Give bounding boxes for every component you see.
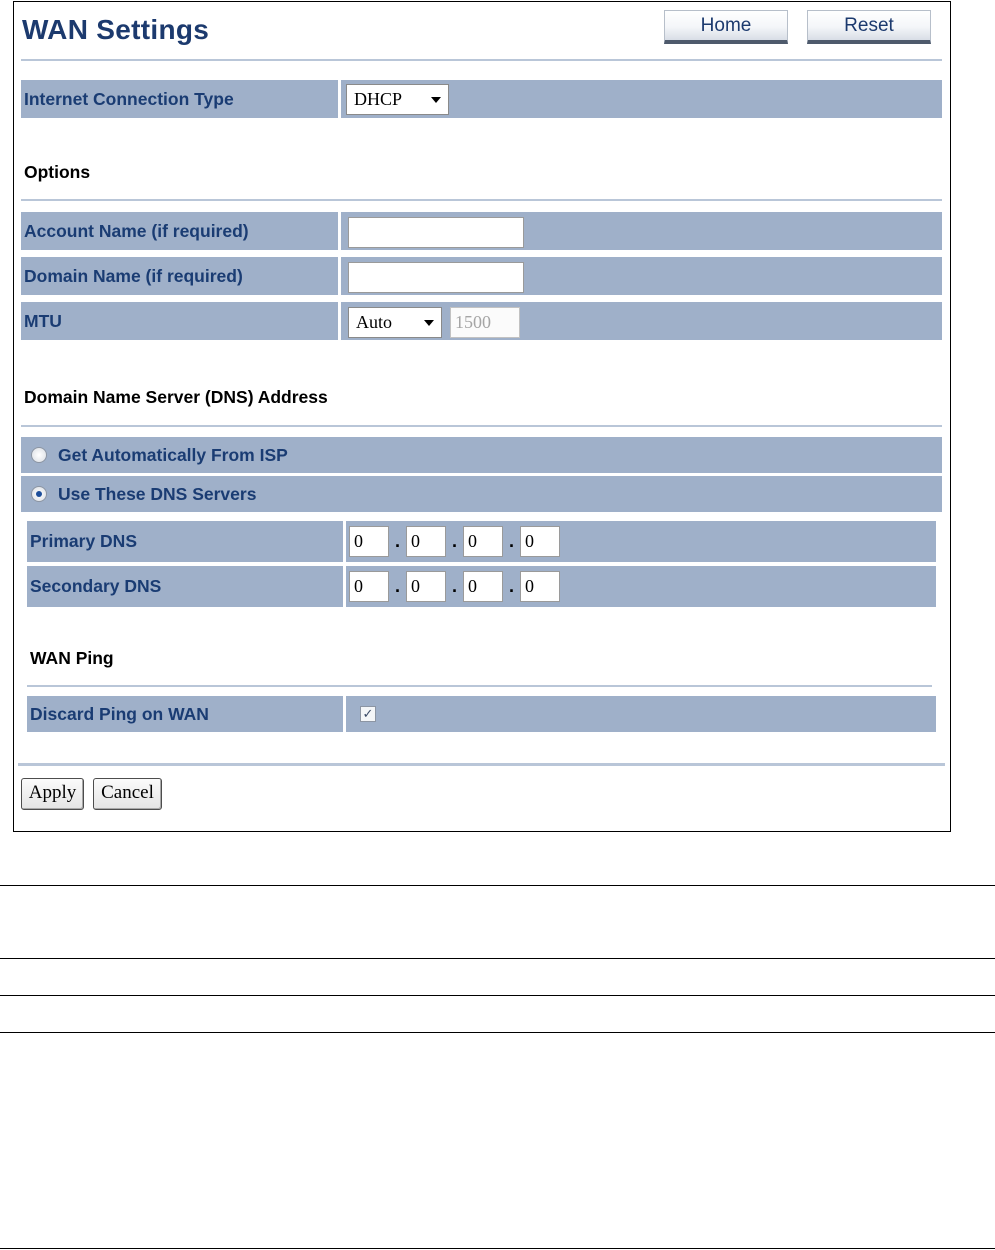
account-name-input[interactable] — [348, 217, 524, 248]
wan-ping-divider — [27, 685, 932, 687]
connection-type-value: DHCP — [354, 89, 403, 109]
ip-separator: . — [452, 531, 458, 551]
discard-ping-label: Discard Ping on WAN — [27, 696, 346, 732]
home-button[interactable]: Home — [664, 10, 788, 44]
domain-name-input[interactable] — [348, 262, 524, 293]
ip-separator: . — [395, 531, 401, 551]
dns-manual-label: Use These DNS Servers — [58, 484, 257, 504]
dns-auto-radio[interactable] — [31, 447, 47, 463]
dns-title: Domain Name Server (DNS) Address — [24, 387, 328, 407]
document-rule — [0, 958, 995, 959]
account-name-row — [21, 212, 942, 250]
secondary-dns-octet-2[interactable] — [406, 571, 446, 602]
primary-dns-label: Primary DNS — [27, 521, 346, 562]
mtu-mode-select[interactable] — [348, 307, 442, 338]
dns-auto-row[interactable] — [21, 437, 942, 473]
ip-separator: . — [395, 576, 401, 596]
mtu-value-input — [450, 307, 520, 338]
dns-auto-label: Get Automatically From ISP — [58, 445, 288, 465]
apply-button[interactable]: Apply — [21, 778, 84, 810]
chevron-down-icon — [431, 97, 441, 103]
cancel-button[interactable]: Cancel — [93, 778, 162, 810]
connection-type-row — [21, 80, 942, 118]
checkmark-icon: ✓ — [362, 706, 374, 721]
page-title: WAN Settings — [22, 14, 210, 45]
header-divider — [21, 59, 942, 61]
secondary-dns-octet-3[interactable] — [463, 571, 503, 602]
dns-manual-row[interactable] — [21, 476, 942, 512]
primary-dns-octet-2[interactable] — [406, 526, 446, 557]
dns-manual-radio[interactable] — [31, 486, 47, 502]
ip-separator: . — [509, 531, 515, 551]
domain-name-label: Domain Name (if required) — [21, 257, 341, 295]
primary-dns-octet-3[interactable] — [463, 526, 503, 557]
secondary-dns-label: Secondary DNS — [27, 566, 346, 607]
account-name-label: Account Name (if required) — [21, 212, 341, 250]
chevron-down-icon — [424, 320, 434, 326]
primary-dns-octet-1[interactable] — [349, 526, 389, 557]
options-divider — [21, 199, 942, 201]
connection-type-label: Internet Connection Type — [21, 80, 341, 118]
connection-type-select[interactable] — [346, 84, 449, 115]
mtu-row — [21, 302, 942, 340]
mtu-label: MTU — [21, 302, 341, 340]
reset-button[interactable]: Reset — [807, 10, 931, 44]
document-rule — [0, 885, 995, 886]
options-title: Options — [24, 162, 91, 182]
mtu-mode-value: Auto — [356, 312, 392, 332]
primary-dns-row — [27, 521, 936, 562]
discard-ping-checkbox[interactable] — [360, 706, 376, 722]
dns-divider — [21, 425, 942, 427]
wan-ping-title: WAN Ping — [30, 648, 114, 668]
wan-settings-panel — [13, 1, 951, 832]
document-rule — [0, 1032, 995, 1033]
primary-dns-octet-4[interactable] — [520, 526, 560, 557]
secondary-dns-octet-1[interactable] — [349, 571, 389, 602]
secondary-dns-octet-4[interactable] — [520, 571, 560, 602]
document-rule — [0, 995, 995, 996]
secondary-dns-row — [27, 566, 936, 607]
ip-separator: . — [452, 576, 458, 596]
document-rule — [0, 1248, 995, 1249]
domain-name-row — [21, 257, 942, 295]
discard-ping-row — [27, 696, 936, 732]
footer-divider — [18, 763, 945, 766]
ip-separator: . — [509, 576, 515, 596]
